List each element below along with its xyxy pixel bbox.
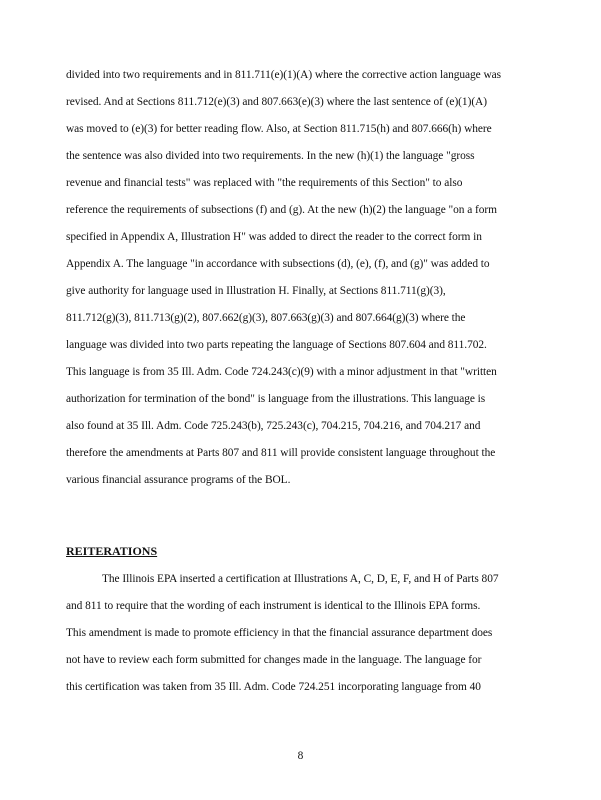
text-line: language was divided into two parts repeating the language of Sections 807.604 and 811.702.	[66, 339, 487, 351]
text-line: the sentence was also divided into two requirements. In the new (h)(1) the language "gross	[66, 150, 475, 162]
section-heading: REITERATIONS	[66, 544, 158, 558]
text-line: 811.712(g)(3), 811.713(g)(2), 807.662(g)(3), 807.663(g)(3) and 807.664(g)(3) where the	[66, 312, 466, 324]
text-line: specified in Appendix A, Illustration H" was added to direct the reader to the correct form in	[66, 231, 482, 243]
text-line: also found at 35 Ill. Adm. Code 725.243(b), 725.243(c), 704.215, 704.216, and 704.217 and	[66, 420, 481, 432]
text-line: reference the requirements of subsections (f) and (g). At the new (h)(2) the language "on a form	[66, 204, 497, 216]
text-line: not have to review each form submitted for changes made in the language. The language for	[66, 654, 482, 666]
text-line: This language is from 35 Ill. Adm. Code 724.243(c)(9) with a minor adjustment in that "written	[66, 366, 497, 378]
text-line: was moved to (e)(3) for better reading flow. Also, at Section 811.715(h) and 807.666(h) where	[66, 123, 492, 135]
text-line: revised. And at Sections 811.712(e)(3) and 807.663(e)(3) where the last sentence of (e)(1)(A)	[66, 96, 487, 108]
text-line: authorization for termination of the bond" is language from the illustrations. This language is	[66, 393, 486, 405]
text-line: This amendment is made to promote efficiency in that the financial assurance department does	[66, 627, 493, 639]
text-line: divided into two requirements and in 811.711(e)(1)(A) where the corrective action language was	[66, 69, 502, 81]
page-number: 8	[297, 750, 304, 762]
text-line: therefore the amendments at Parts 807 and 811 will provide consistent language throughout the	[66, 447, 496, 459]
text-line: this certification was taken from 35 Ill. Adm. Code 724.251 incorporating language from 40	[66, 681, 481, 693]
text-line: give authority for language used in Illustration H. Finally, at Sections 811.711(g)(3),	[66, 285, 446, 297]
text-line: various financial assurance programs of the BOL.	[66, 474, 291, 486]
text-line: The Illinois EPA inserted a certification at Illustrations A, C, D, E, F, and H of Parts 807	[102, 573, 499, 585]
text-line: revenue and financial tests" was replaced with "the requirements of this Section" to also	[66, 177, 463, 189]
text-line: Appendix A. The language "in accordance with subsections (d), (e), (f), and (g)" was added to	[66, 258, 490, 270]
text-line: and 811 to require that the wording of each instrument is identical to the Illinois EPA forms.	[66, 600, 481, 612]
